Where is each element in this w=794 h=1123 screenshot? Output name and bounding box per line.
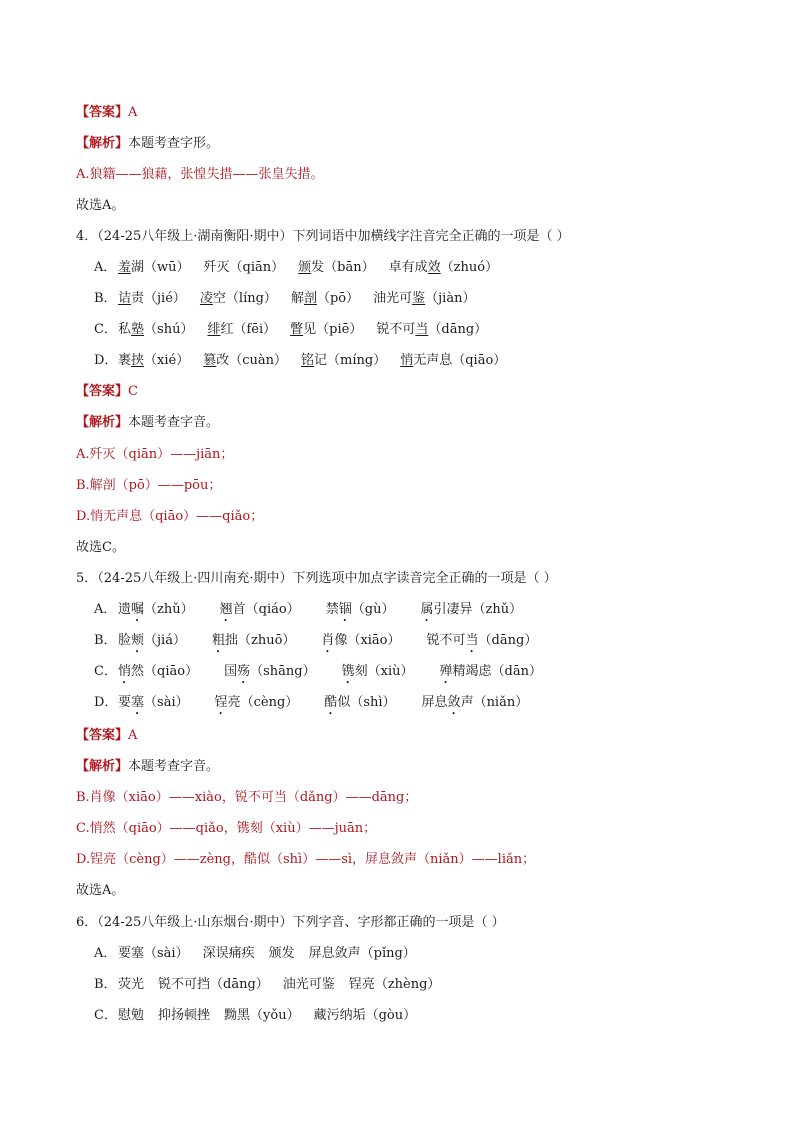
q4-option-0 (94, 259, 512, 277)
option-word (118, 632, 186, 656)
analysis-line-q3 (76, 135, 219, 153)
option-word (373, 290, 475, 308)
q5-option-1 (94, 632, 563, 656)
marked-char: 挟 (131, 353, 145, 368)
marked-char: 凌 (199, 291, 213, 306)
option-word (440, 663, 542, 687)
option-word (212, 632, 295, 656)
analysis-detail: B.解剖（pō）——pōu； (76, 478, 222, 493)
question-source: （24-25八年级上·湖南衡阳·期中） (97, 229, 293, 244)
marked-char: 悄 (118, 664, 132, 679)
word-part: （dāng） (478, 633, 538, 648)
question-number: 6． (76, 915, 98, 930)
word-part: 湖（wū） (131, 260, 190, 275)
marked-char: 铭 (301, 353, 315, 368)
option-word (321, 632, 400, 656)
option-word (118, 259, 190, 277)
word-part: 似（shì） (337, 695, 396, 710)
analysis-text: 本题考查字形。 (128, 136, 220, 151)
marked-char: 鉴 (412, 291, 426, 306)
word-part: 私 (118, 322, 132, 337)
conclusion: 故选A。 (76, 198, 125, 213)
answer-tag: 【答案】 (76, 728, 129, 743)
word-part: 藏污纳垢（gòu） (313, 1008, 417, 1023)
marked-char: 酷 (324, 695, 338, 710)
option-word (301, 352, 386, 370)
word-part: 无声息（qiāo） (413, 353, 507, 368)
q4-option-3 (94, 352, 520, 370)
marked-char: 颊 (131, 633, 145, 648)
option-word (422, 694, 529, 718)
word-part: （zhǔ） (144, 602, 194, 617)
option-word (203, 945, 255, 963)
marked-char: 瞥 (290, 322, 304, 337)
conclusion: 故选C。 (76, 540, 125, 555)
option-word (298, 259, 374, 277)
marked-char: 塾 (131, 322, 145, 337)
word-part: 颁发 (268, 946, 295, 961)
option-word (203, 352, 287, 370)
option-letter: B． (94, 977, 117, 992)
marked-char: 当 (415, 322, 429, 337)
word-part: 发（bān） (311, 260, 375, 275)
word-part: （zhuó） (440, 260, 499, 275)
word-part: 荧光 (118, 977, 145, 992)
option-word (427, 632, 538, 656)
word-part: 声（niǎn） (460, 695, 529, 710)
marked-char: 羞 (118, 260, 132, 275)
word-part: 要 (118, 695, 132, 710)
word-part: 屏息敛声（pǐng） (308, 946, 416, 961)
option-word (200, 290, 277, 308)
word-part: 红（fēi） (220, 322, 277, 337)
word-part: （xié） (144, 353, 190, 368)
marked-char: 诘 (118, 291, 132, 306)
analysis-detail: D.锃亮（cèng）——zèng，酷似（shì）——sì，屏息敛声（niǎn）——liǎn； (76, 852, 536, 867)
marked-char: 粗 (211, 633, 225, 648)
word-part: 歼 (203, 260, 217, 275)
question-4-stem (76, 228, 570, 246)
option-word (420, 601, 522, 625)
word-part: 刻（xiù） (354, 664, 414, 679)
question-5-stem (76, 570, 557, 588)
q5-option-3 (94, 694, 554, 718)
word-part: （sài） (144, 695, 189, 710)
word-part: 锐不可挡（dāng） (158, 977, 269, 992)
analysis-tag: 【解析】 (76, 759, 129, 774)
q6-option-0 (94, 945, 430, 963)
question-text: 下列选项中加点字读音完全正确的一项是（ ） (292, 571, 557, 586)
marked-char: 剖 (303, 291, 317, 306)
marked-char: 锢 (338, 602, 352, 617)
word-part: 锃亮（zhèng） (348, 977, 441, 992)
word-part: 解 (290, 291, 304, 306)
analysis-text: 本题考查字音。 (128, 415, 220, 430)
q6-option-2 (94, 1007, 430, 1025)
analysis-tag: 【解析】 (76, 415, 129, 430)
option-letter: A． (94, 260, 117, 275)
option-letter: B． (94, 291, 117, 306)
option-word (224, 1007, 300, 1025)
word-part: 禁 (325, 602, 339, 617)
word-part: 脸 (118, 633, 132, 648)
question-number: 4． (76, 229, 98, 244)
analysis-detail: D.悄无声息（qiāo）——qiǎo； (76, 509, 264, 524)
q4-option-2 (94, 321, 501, 339)
word-part: 国 (224, 664, 238, 679)
word-part: 然（qiāo） (131, 664, 199, 679)
marked-char: 敛 (447, 695, 461, 710)
option-word (224, 663, 316, 687)
option-word (118, 601, 194, 625)
q4-option-1 (94, 290, 489, 308)
answer-value: A (128, 105, 138, 120)
analysis-detail: A.狼籍——狼藉，张惶失措——张皇失措。 (76, 167, 324, 182)
option-word (215, 694, 299, 718)
word-part: 抑扬顿挫 (158, 1008, 211, 1023)
answer-value: C (128, 384, 138, 399)
word-part: （jiá） (144, 633, 186, 648)
option-word (389, 259, 498, 277)
q5-option-0 (94, 601, 548, 625)
option-word (376, 321, 487, 339)
word-part: 锐不可 (426, 633, 466, 648)
marked-char: 锃 (214, 695, 228, 710)
answer-tag: 【答案】 (76, 105, 129, 120)
option-word (204, 259, 285, 277)
option-word (400, 352, 506, 370)
option-letter: D． (94, 353, 118, 368)
analysis-detail: A.歼灭（qiān）——jiān； (76, 447, 234, 462)
option-word (291, 290, 359, 308)
word-part: 首（qiáo） (232, 602, 300, 617)
word-part: 引凄异（zhǔ） (433, 602, 523, 617)
option-letter: C． (94, 664, 117, 679)
analysis-line-q5 (76, 758, 219, 776)
word-part: 空（líng） (212, 291, 277, 306)
option-word (158, 1007, 210, 1025)
option-word (349, 976, 441, 994)
option-word (118, 352, 189, 370)
answer-value: A (128, 728, 138, 743)
marked-char: 塞 (131, 695, 145, 710)
answer-line-q4 (76, 383, 138, 401)
word-part: 黝黑（yǒu） (224, 1008, 300, 1023)
word-part: 深误痛疾 (202, 946, 255, 961)
word-part: 像（xiāo） (334, 633, 401, 648)
option-word (290, 321, 362, 339)
word-part: 油光可 (373, 291, 413, 306)
conclusion: 故选A。 (76, 883, 125, 898)
word-part: （shú） (144, 322, 194, 337)
marked-char: 嘱 (131, 602, 145, 617)
word-part: 裹 (118, 353, 132, 368)
q6-option-1 (94, 976, 454, 994)
analysis-line-q4 (76, 414, 219, 432)
marked-char: 殇 (237, 664, 251, 679)
word-part: 卓有成 (388, 260, 428, 275)
option-letter: D． (94, 695, 118, 710)
marked-char: 属 (420, 602, 434, 617)
marked-char: 翘 (219, 602, 233, 617)
marked-char: 镌 (341, 664, 355, 679)
analysis-detail: B.肖像（xiāo）——xiào，锐不可当（dǎng）——dāng； (76, 790, 418, 805)
option-word (118, 1007, 144, 1025)
question-text: 下列词语中加横线字注音完全正确的一项是（ ） (292, 229, 570, 244)
option-word (118, 694, 189, 718)
word-part: （pō） (316, 291, 360, 306)
question-source: （24-25八年级上·四川南充·期中） (97, 571, 293, 586)
answer-tag: 【答案】 (76, 384, 129, 399)
option-word (207, 321, 276, 339)
word-part: 责（jié） (131, 291, 186, 306)
marked-char: 篡 (203, 353, 217, 368)
option-word (118, 945, 189, 963)
word-part: 灭（qiān） (216, 260, 285, 275)
word-part: （dāng） (428, 322, 488, 337)
word-part: 改（cuàn） (216, 353, 288, 368)
option-word (158, 976, 269, 994)
option-word (118, 321, 193, 339)
question-6-stem (76, 914, 505, 932)
option-word (324, 694, 395, 718)
analysis-text: 本题考查字音。 (128, 759, 220, 774)
word-part: （jiàn） (425, 291, 476, 306)
option-word (118, 290, 186, 308)
question-source: （24-25八年级上·山东烟台·期中） (97, 915, 293, 930)
option-letter: B． (94, 633, 117, 648)
word-part: 屏息 (421, 695, 448, 710)
option-word (326, 601, 395, 625)
marked-char: 肖 (321, 633, 335, 648)
marked-char: 当 (465, 633, 479, 648)
word-part: 精竭虑（dān） (452, 664, 542, 679)
marked-char: 殚 (439, 664, 453, 679)
word-part: 慰勉 (118, 1008, 145, 1023)
option-letter: A． (94, 602, 117, 617)
option-word (220, 601, 300, 625)
answer-line-q5 (76, 727, 137, 745)
q5-option-2 (94, 663, 568, 687)
word-part: 遗 (118, 602, 132, 617)
marked-char: 悄 (400, 353, 414, 368)
option-word (283, 976, 335, 994)
word-part: 记（míng） (314, 353, 387, 368)
option-letter: C． (94, 322, 117, 337)
word-part: 锐不可 (376, 322, 416, 337)
question-text: 下列字音、字形都正确的一项是（ ） (292, 915, 505, 930)
marked-char: 颁 (298, 260, 312, 275)
option-word (118, 976, 144, 994)
question-number: 5． (76, 571, 98, 586)
word-part: （shāng） (250, 664, 316, 679)
word-part: 见（piē） (303, 322, 363, 337)
marked-char: 效 (427, 260, 441, 275)
word-part: 拙（zhuō） (225, 633, 296, 648)
word-part: 要塞（sài） (118, 946, 189, 961)
option-word (314, 1007, 417, 1025)
option-word (342, 663, 414, 687)
option-word (269, 945, 295, 963)
word-part: 油光可鉴 (282, 977, 335, 992)
analysis-tag: 【解析】 (76, 136, 129, 151)
option-word (118, 663, 198, 687)
word-part: （gù） (351, 602, 395, 617)
option-word (309, 945, 416, 963)
word-part: 亮（cèng） (227, 695, 299, 710)
option-letter: C． (94, 1008, 117, 1023)
analysis-detail: C.悄然（qiāo）——qiǎo，镌刻（xiù）——juān； (76, 821, 377, 836)
option-letter: A． (94, 946, 117, 961)
answer-line-q3 (76, 104, 137, 122)
marked-char: 绯 (207, 322, 221, 337)
